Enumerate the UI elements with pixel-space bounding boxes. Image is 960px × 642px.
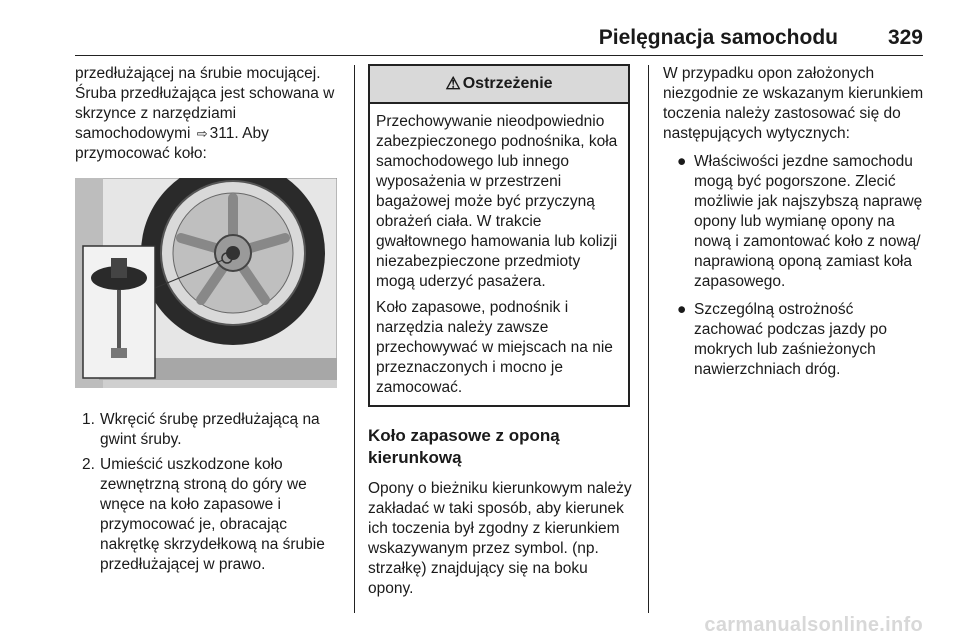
section-heading: Koło zapasowe z oponą kierunkową xyxy=(368,426,560,467)
warning-paragraph: Koło zapasowe, podnośnik i narzędzia należy zawsze przechowywać w miejscach na nie przeznaczonych i mocno je zamocować. xyxy=(376,299,613,396)
column-3 xyxy=(663,64,925,388)
list-item: 1. Wkręcić śrubę przedłużającą na gwint śruby. xyxy=(82,411,320,448)
warning-body xyxy=(370,104,628,405)
warning-header xyxy=(370,66,628,104)
intro-paragraph: przedłużającej na śrubie mocującej. Śruba przedłużająca jest schowana w skrzynce z narzędziami samochodowymi ⇨ 311. Aby przymocować koło: xyxy=(75,65,335,162)
intro-paragraph: W przypadku opon założonych niezgodnie ze wskazanym kierunkiem toczenia należy zastosować się do następujących wytycznych: xyxy=(663,65,924,142)
watermark: carmanualsonline.info xyxy=(704,614,923,636)
warning-triangle-icon: ⚠ xyxy=(445,74,461,93)
page-reference-arrow-icon: ⇨ xyxy=(196,126,208,141)
list-item: ● Szczególną ostrożność zachować podczas jazdy po mokrych lub zaśnieżonych nawierzchniach dróg. xyxy=(677,301,888,378)
column-2 xyxy=(368,64,633,599)
page-number: 329 xyxy=(887,26,923,49)
column-1 xyxy=(75,64,345,580)
spare-wheel-illustration xyxy=(75,178,337,388)
list-item: ● Właściwości jezdne samochodu mogą być pogorszone. Zlecić możliwie jak najszybszą naprawę opony lub wymianę opony na nową i zamontować koło z nową/ naprawioną oponą zamiast koła zapasowego. xyxy=(677,153,923,290)
bullet-icon: ● xyxy=(677,153,687,170)
column-divider-2 xyxy=(648,65,649,613)
warning-title: Ostrzeżenie xyxy=(462,75,553,92)
page-header xyxy=(0,0,960,58)
column-divider-1 xyxy=(354,65,355,613)
spare-wheel-drawing xyxy=(75,178,337,388)
bullet-icon: ● xyxy=(677,301,687,318)
steps-list xyxy=(75,410,345,575)
guidelines-list xyxy=(663,152,925,380)
header-rule xyxy=(75,55,923,56)
list-item: 2. Umieścić uszkodzone koło zewnętrzną stroną do góry we wnęce na koło zapasowe i przymocować je, obracając nakrętkę skrzydełkową na śrubie przedłużającej w prawo. xyxy=(82,456,325,573)
page-title: Pielęgnacja samochodu xyxy=(598,26,838,49)
warning-box xyxy=(368,64,630,407)
warning-paragraph: Przechowywanie nieodpowiednio zabezpieczonego podnośnika, koła samochodowego lub innego wyposażenia w przestrzeni bagażowej może być przyczyną obrażeń ciała. W trakcie gwałtownego hamowania lub kolizji niezabezpieczone przedmioty mogą uderzyć pasażera. xyxy=(376,113,618,290)
section-paragraph: Opony o bieżniku kierunkowym należy zakładać w taki sposób, aby kierunek ich toczenia był zgodny z kierunkiem wskazywanym przez symbol. (np. strzałkę) znajdujący się na boku opony. xyxy=(368,480,632,597)
